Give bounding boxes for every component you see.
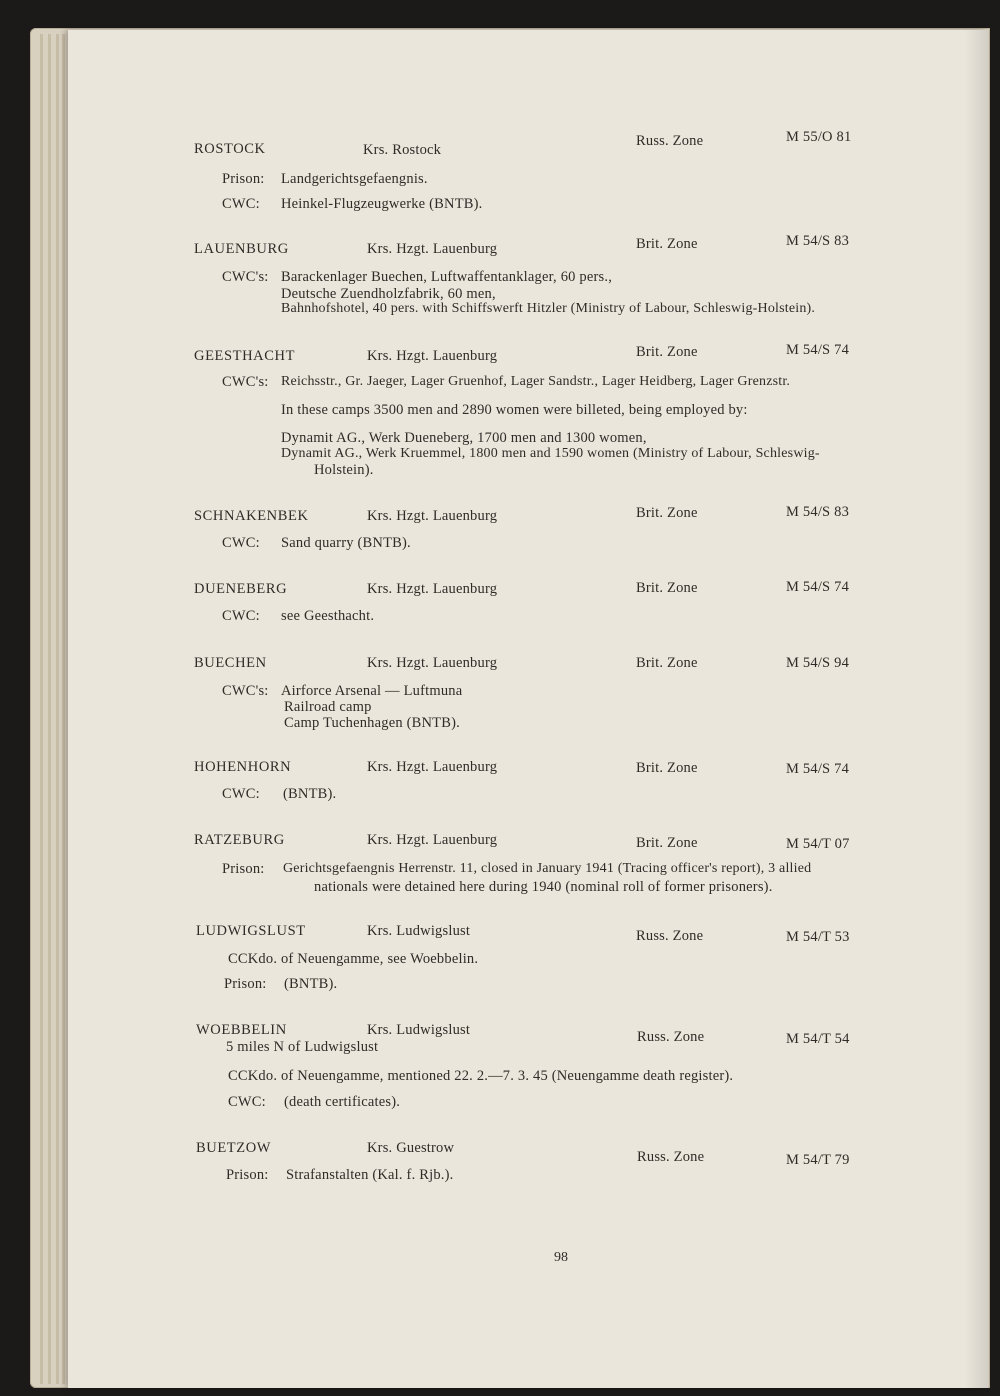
- entry-map-ref: M 54/S 83: [786, 233, 850, 249]
- entry-line-label: CWC:: [222, 786, 260, 802]
- entry-place: LAUENBURG: [194, 241, 289, 257]
- entry-zone: Brit. Zone: [636, 655, 698, 671]
- entry-place: DUENEBERG: [194, 581, 288, 597]
- entry-map-ref: M 54/T 79: [786, 1152, 850, 1168]
- entry-subnote: 5 miles N of Ludwigslust: [226, 1039, 379, 1055]
- entry-map-ref: M 54/S 94: [786, 655, 850, 671]
- entry-line-text: In these camps 3500 men and 2890 women were billeted, being employed by:: [281, 402, 748, 418]
- entry-zone: Brit. Zone: [636, 344, 698, 360]
- entry-line-label: CWC's:: [222, 374, 269, 390]
- entry-place: SCHNAKENBEK: [194, 508, 309, 524]
- entry-line-text: Camp Tuchenhagen (BNTB).: [284, 715, 460, 731]
- entry-map-ref: M 54/S 74: [786, 579, 850, 595]
- book-page: [68, 30, 988, 1388]
- entry-line-label: CWC:: [228, 1094, 266, 1110]
- entry-line-text: Heinkel-Flugzeugwerke (BNTB).: [281, 196, 483, 212]
- entry-line-text: Gerichtsgefaengnis Herrenstr. 11, closed in January 1941 (Tracing officer's report), 3 allied: [283, 861, 812, 876]
- entry-line-text: (BNTB).: [283, 786, 337, 802]
- entry-zone: Brit. Zone: [636, 835, 698, 851]
- entry-zone: Russ. Zone: [636, 133, 704, 149]
- entry-line-label: Prison:: [224, 976, 267, 992]
- entry-map-ref: M 54/T 07: [786, 836, 850, 852]
- entry-line-text: Bahnhofshotel, 40 pers. with Schiffswerft Hitzler (Ministry of Labour, Schleswig-Holstein).: [281, 301, 816, 316]
- entry-map-ref: M 54/T 54: [786, 1031, 850, 1047]
- entry-line-text: see Geesthacht.: [281, 608, 375, 624]
- entry-line-text: (death certificates).: [284, 1094, 401, 1110]
- entry-map-ref: M 54/S 83: [786, 504, 850, 520]
- entry-zone: Russ. Zone: [637, 1029, 705, 1045]
- entry-zone: Brit. Zone: [636, 580, 698, 596]
- entry-zone: Brit. Zone: [636, 505, 698, 521]
- entry-line-text: Strafanstalten (Kal. f. Rjb.).: [286, 1167, 454, 1183]
- entry-line-text: Landgerichtsgefaengnis.: [281, 171, 428, 187]
- entry-place: LUDWIGSLUST: [196, 923, 306, 939]
- entry-line-text: Reichsstr., Gr. Jaeger, Lager Gruenhof, Lager Sandstr., Lager Heidberg, Lager Grenzstr.: [281, 374, 791, 389]
- entry-line-label: CWC:: [222, 196, 260, 212]
- entry-place: GEESTHACHT: [194, 348, 296, 364]
- entry-place: HOHENHORN: [194, 759, 292, 775]
- page-number: 98: [554, 1250, 568, 1265]
- entry-line-text: Sand quarry (BNTB).: [281, 535, 411, 551]
- entry-line-text: Holstein).: [314, 462, 374, 478]
- entry-district: Krs. Ludwigslust: [367, 923, 471, 939]
- page-edge-line: [56, 34, 59, 1384]
- entry-district: Krs. Hzgt. Lauenburg: [367, 508, 498, 524]
- entry-line-label: Prison:: [222, 171, 265, 187]
- entry-zone: Russ. Zone: [637, 1149, 705, 1165]
- entry-district: Krs. Hzgt. Lauenburg: [367, 759, 498, 775]
- entry-line-text: nationals were detained here during 1940 (nominal roll of former prisoners).: [314, 879, 773, 895]
- entry-place: RATZEBURG: [194, 832, 285, 848]
- entry-district: Krs. Hzgt. Lauenburg: [367, 241, 498, 257]
- page-edge-line: [40, 34, 43, 1384]
- entry-line-text: Railroad camp: [284, 699, 372, 715]
- entry-place: BUETZOW: [196, 1140, 272, 1156]
- entry-line-text: (BNTB).: [284, 976, 338, 992]
- entry-line-text: Dynamit AG., Werk Dueneberg, 1700 men and 1300 women,: [281, 430, 647, 446]
- entry-place: BUECHEN: [194, 655, 267, 671]
- entry-zone: Brit. Zone: [636, 760, 698, 776]
- entry-place: WOEBBELIN: [196, 1022, 287, 1038]
- entry-district: Krs. Hzgt. Lauenburg: [367, 581, 498, 597]
- entry-line-label: CWC's:: [222, 683, 269, 699]
- entry-district: Krs. Hzgt. Lauenburg: [367, 832, 498, 848]
- entry-line-text: CCKdo. of Neuengamme, see Woebbelin.: [228, 951, 479, 967]
- entry-line-label: Prison:: [222, 861, 265, 877]
- entry-district: Krs. Guestrow: [367, 1140, 455, 1156]
- entry-line-label: CWC:: [222, 535, 260, 551]
- entry-line-text: Barackenlager Buechen, Luftwaffentanklager, 60 pers.,: [281, 269, 613, 285]
- entry-map-ref: M 54/S 74: [786, 761, 850, 777]
- entry-line-text: Dynamit AG., Werk Kruemmel, 1800 men and 1590 women (Ministry of Labour, Schleswig-: [281, 446, 820, 461]
- entry-district: Krs. Rostock: [363, 142, 442, 158]
- entry-place: ROSTOCK: [194, 141, 266, 157]
- entry-map-ref: M 54/S 74: [786, 342, 850, 358]
- page-edge-line: [48, 34, 51, 1384]
- entry-line-text: Airforce Arsenal — Luftmuna: [281, 683, 463, 699]
- entry-line-label: CWC's:: [222, 269, 269, 285]
- entry-district: Krs. Ludwigslust: [367, 1022, 471, 1038]
- entry-district: Krs. Hzgt. Lauenburg: [367, 655, 498, 671]
- entry-line-text: Deutsche Zuendholzfabrik, 60 men,: [281, 286, 496, 302]
- entry-zone: Russ. Zone: [636, 928, 704, 944]
- entry-map-ref: M 54/T 53: [786, 929, 850, 945]
- entry-zone: Brit. Zone: [636, 236, 698, 252]
- entry-district: Krs. Hzgt. Lauenburg: [367, 348, 498, 364]
- entry-line-label: CWC:: [222, 608, 260, 624]
- entry-line-label: Prison:: [226, 1167, 269, 1183]
- entry-line-text: CCKdo. of Neuengamme, mentioned 22. 2.—7. 3. 45 (Neuengamme death register).: [228, 1068, 734, 1084]
- page-edge-line: [62, 34, 65, 1384]
- entry-map-ref: M 55/O 81: [786, 129, 852, 145]
